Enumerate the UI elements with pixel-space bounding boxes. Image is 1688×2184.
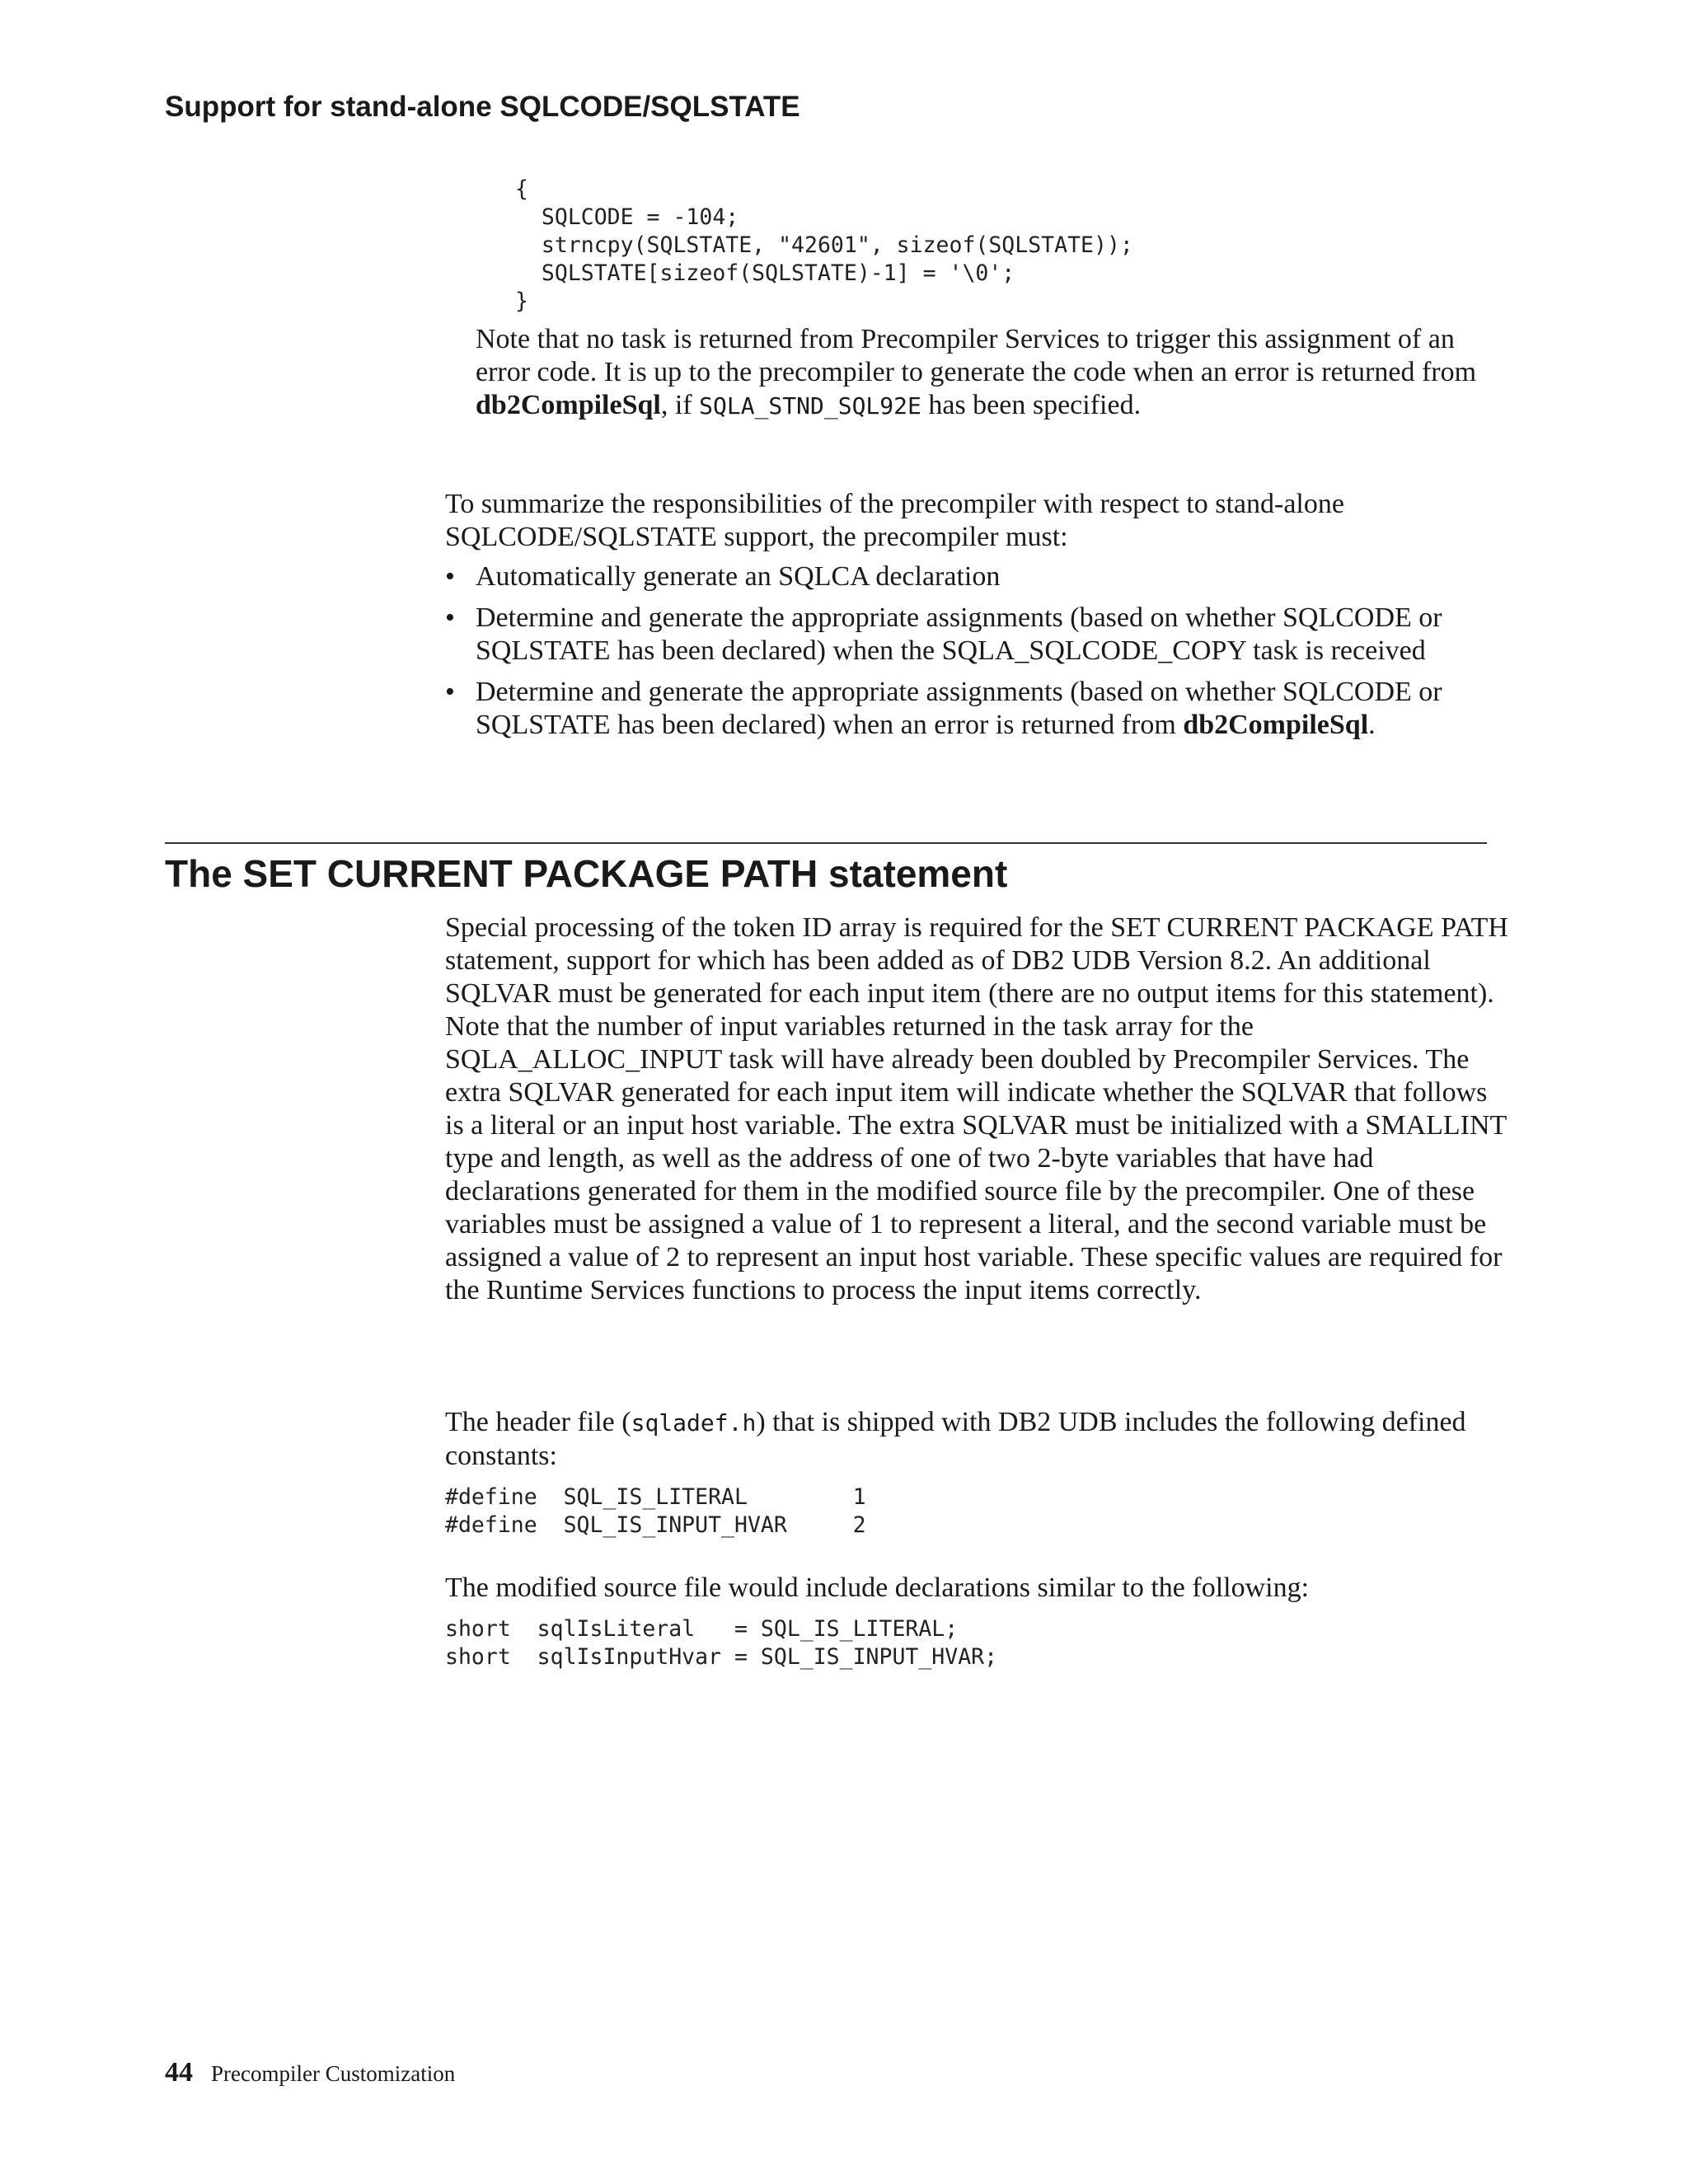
header-file-name: sqladef.h (631, 1409, 757, 1436)
list-item-end: . (1368, 710, 1376, 740)
bullet-icon: • (445, 677, 455, 707)
package-path-paragraph: Special processing of the token ID array is required for the SET CURRENT PACKAGE PATH statement, support for which has been added as of DB2 UDB Version 8.2. An additional SQLVAR must be generated for each input item (there are no output items for this statement). Note that the number of input variables returned in the task array for the SQLA_ALLOC_INPUT task will have already been doubled by Precompiler Services. The extra SQLVAR generated for each input item will indicate whether the SQLVAR that follows is a literal or an input host variable. The extra SQLVAR must be initialized with a SMALLINT type and length, as well as the address of one of two 2-byte variables that have had declarations generated for them in the modified source file by the precompiler. One of these variables must be assigned a value of 1 to represent a literal, and the second variable must be assigned a value of 2 to represent an input host variable. These specific values are required for the Runtime Services functions to process the input items correctly. (445, 912, 1508, 1305)
section-title: The SET CURRENT PACKAGE PATH statement (165, 852, 1008, 895)
section-divider (165, 842, 1487, 844)
list-item (445, 602, 1508, 668)
header-file-paragraph (445, 1406, 1508, 1473)
header-file-text-2: ) that is shipped with DB2 UDB includes the following defined constants: (445, 1407, 1466, 1471)
header-file-text-1: The header file ( (445, 1407, 631, 1437)
list-item (445, 560, 1508, 593)
page-number: 44 (165, 2057, 193, 2088)
note-paragraph (476, 323, 1506, 423)
code-block-define-constants: #define SQL_IS_LITERAL 1 #define SQL_IS_INPUT_HVAR 2 (445, 1484, 866, 1538)
summary-intro-paragraph: To summarize the responsibilities of the precompiler with respect to stand-alone SQLCODE/SQLSTATE support, the precompiler must: (445, 489, 1344, 552)
list-item-function-name: db2CompileSql (1183, 710, 1369, 740)
note-text-1: Note that no task is returned from Precompiler Services to trigger this assignment of an error code. It is up to the precompiler to generate the code when an error is returned from (476, 324, 1477, 387)
responsibilities-list (445, 560, 1508, 750)
list-item-text: Determine and generate the appropriate assignments (based on whether SQLCODE or SQLSTATE has been declared) when an error is returned from (476, 677, 1442, 740)
note-option-name: SQLA_STND_SQL92E (699, 392, 921, 419)
list-item-text: Determine and generate the appropriate assignments (based on whether SQLCODE or SQLSTATE has been declared) when the SQLA_SQLCODE_COPY task is received (476, 602, 1442, 666)
note-text-3: has been specified. (921, 390, 1142, 420)
footer-book-title: Precompiler Customization (211, 2061, 456, 2086)
list-item-text: Automatically generate an SQLCA declaration (476, 561, 1001, 592)
code-block-declarations: short sqlIsLiteral = SQL_IS_LITERAL; short sqlIsInputHvar = SQL_IS_INPUT_HVAR; (445, 1616, 998, 1670)
code-block-sqlstate-assignment: { SQLCODE = -104; strncpy(SQLSTATE, "42601", sizeof(SQLSTATE)); SQLSTATE[sizeof(SQLSTATE)-1] = '\0'; } (515, 176, 1133, 314)
note-text-2: , if (660, 390, 700, 420)
declarations-paragraph: The modified source file would include declarations similar to the following: (445, 1572, 1310, 1603)
note-function-name: db2CompileSql (476, 390, 661, 420)
bullet-icon: • (445, 561, 455, 592)
list-item (445, 676, 1508, 742)
running-head: Support for stand-alone SQLCODE/SQLSTATE (165, 91, 800, 123)
bullet-icon: • (445, 602, 455, 633)
page-footer (165, 2057, 455, 2088)
